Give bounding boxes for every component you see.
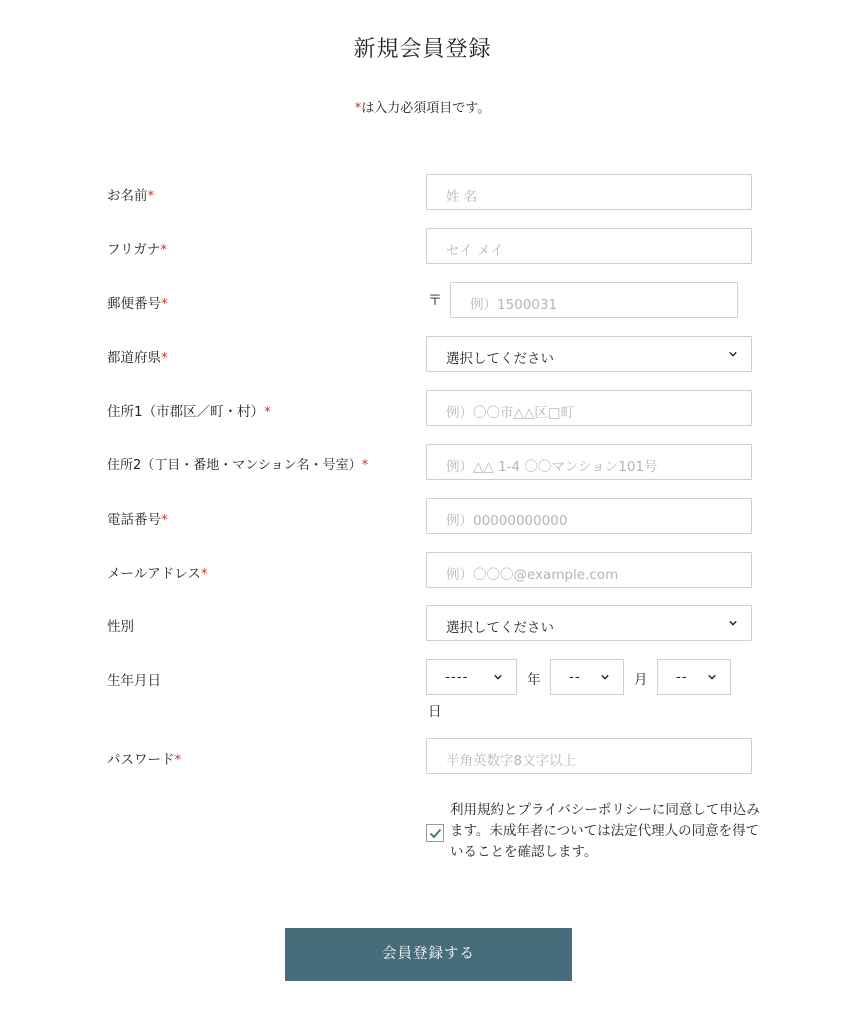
furigana-input[interactable]: [426, 228, 752, 264]
required-note-text: は入力必須項目です。: [361, 101, 491, 116]
address1-label: 住所1（市郡区／町・村）*: [107, 404, 271, 420]
name-label: お名前*: [107, 188, 155, 204]
form-row-gender: [0, 605, 845, 641]
agreement-text: 利用規約とプライバシーポリシーに同意して申込みます。未成年者については法定代理人の同意を得ていることを確認します。: [450, 802, 760, 860]
required-asterisk: *: [354, 101, 362, 116]
phone-placeholder: 例）00000000000: [446, 513, 568, 529]
email-input[interactable]: [426, 552, 752, 588]
phone-label: 電話番号*: [107, 512, 168, 528]
gender-select-value: 選択してください: [446, 620, 554, 636]
furigana-label: フリガナ*: [107, 242, 168, 258]
furigana-placeholder: セイ メイ: [446, 243, 504, 259]
form-row-phone: [0, 498, 845, 534]
prefecture-select-value: 選択してください: [446, 351, 554, 367]
password-input[interactable]: [426, 738, 752, 774]
form-row-email: [0, 552, 845, 588]
chevron-down-icon: [708, 673, 716, 681]
form-row-name: [0, 174, 845, 210]
birth-year-unit: 年: [527, 672, 541, 688]
postal-mark: 〒: [428, 293, 442, 309]
birth-day-select[interactable]: [657, 659, 731, 695]
form-row-furigana: [0, 228, 845, 264]
address1-input[interactable]: [426, 390, 752, 426]
chevron-down-icon: [729, 619, 737, 627]
gender-select[interactable]: [426, 605, 752, 641]
chevron-down-icon: [601, 673, 609, 681]
address2-label: 住所2（丁目・番地・マンション名・号室）*: [107, 458, 369, 473]
email-placeholder: 例）〇〇〇@example.com: [446, 567, 619, 583]
check-icon: [429, 827, 442, 840]
form-row-birthdate: [0, 659, 845, 719]
password-label: パスワード*: [107, 752, 182, 768]
agreement-checkbox[interactable]: [426, 824, 444, 842]
postal-label: 郵便番号*: [107, 296, 168, 312]
postal-input[interactable]: [450, 282, 738, 318]
name-placeholder: 姓 名: [446, 189, 478, 205]
birthdate-label: 生年月日: [107, 673, 161, 689]
page-title: 新規会員登録: [353, 37, 492, 62]
password-placeholder: 半角英数字8文字以上: [446, 753, 577, 769]
agreement-row: [0, 800, 845, 870]
chevron-down-icon: [494, 673, 502, 681]
email-label: メールアドレス*: [107, 566, 208, 582]
address2-placeholder: 例）△△ 1-4 〇〇マンション101号: [446, 459, 658, 475]
prefecture-select[interactable]: [426, 336, 752, 372]
prefecture-label: 都道府県*: [107, 350, 168, 366]
birth-year-select[interactable]: [426, 659, 517, 695]
birth-year-value: ----: [445, 669, 469, 685]
required-note: [0, 97, 845, 116]
address2-input[interactable]: [426, 444, 752, 480]
address1-placeholder: 例）〇〇市△△区□町: [446, 405, 575, 421]
register-button[interactable]: 会員登録する: [285, 928, 572, 981]
phone-input[interactable]: [426, 498, 752, 534]
form-row-password: [0, 738, 845, 774]
postal-placeholder: 例）1500031: [470, 297, 558, 313]
form-row-address1: [0, 390, 845, 426]
form-row-address2: [0, 444, 845, 480]
birth-day-value: --: [676, 669, 688, 685]
birth-month-value: --: [569, 669, 581, 685]
gender-label: 性別: [107, 619, 134, 635]
chevron-down-icon: [729, 350, 737, 358]
form-row-postal: [0, 282, 845, 318]
birth-month-select[interactable]: [550, 659, 624, 695]
birth-day-unit: 日: [428, 704, 442, 720]
name-input[interactable]: [426, 174, 752, 210]
form-row-prefecture: [0, 336, 845, 372]
birth-month-unit: 月: [634, 672, 648, 688]
